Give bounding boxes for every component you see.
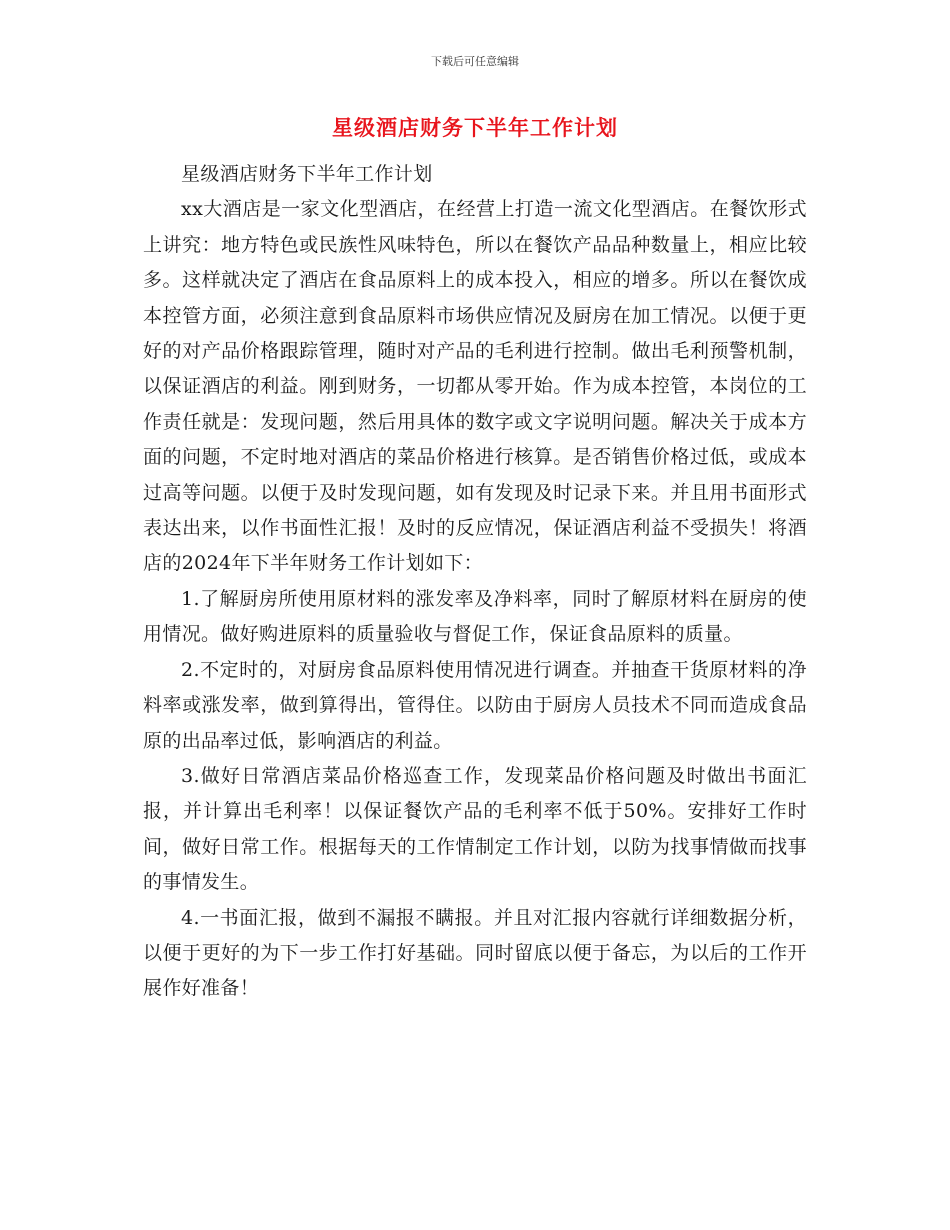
intro-paragraph: xx大酒店是一家文化型酒店，在经营上打造一流文化型酒店。在餐饮形式上讲究：地方特色或民族性风味特色，所以在餐饮产品品种数量上，相应比较多。这样就决定了酒店在食品原料上的成本投入，相应的增多。所以在餐饮成本控管方面，必须注意到食品原料市场供应情况及厨房在加工情况。以便于更好的对产品价格跟踪管理，随时对产品的毛利进行控制。做出毛利预警机制，以保证酒店的利益。刚到财务，一切都从零开始。作为成本控管，本岗位的工作责任就是：发现问题，然后用具体的数字或文字说明问题。解决关于成本方面的问题，不定时地对酒店的菜品价格进行核算。是否销售价格过低，或成本过高等问题。以便于及时发现问题，如有发现及时记录下来。并且用书面形式表达出来，以作书面性汇报！及时的反应情况，保证酒店利益不受损失！将酒店的2024年下半年财务工作计划如下： <box>143 198 807 575</box>
plan-item-1: 1.了解厨房所使用原材料的涨发率及净料率，同时了解原材料在厨房的使用情况。做好购进原料的质量验收与督促工作，保证食品原料的质量。 <box>143 587 807 646</box>
plan-item-3: 3.做好日常酒店菜品价格巡查工作，发现菜品价格问题及时做出书面汇报，并计算出毛利率！以保证餐饮产品的毛利率不低于50%。安排好工作时间，做好日常工作。根据每天的工作情制定工作计划，以防为找事情做而找事的事情发生。 <box>143 764 807 894</box>
header-note: 下载后可任意编辑 <box>431 55 519 68</box>
document-title: 星级酒店财务下半年工作计划 <box>332 115 618 140</box>
document-body <box>143 157 807 1007</box>
plan-item-4: 4.一书面汇报，做到不漏报不瞒报。并且对汇报内容就行详细数据分析，以便于更好的为下一步工作打好基础。同时留底以便于备忘，为以后的工作开展作好准备！ <box>143 906 807 1000</box>
plan-item-2: 2.不定时的，对厨房食品原料使用情况进行调查。并抽查干货原材料的净料率或涨发率，做到算得出，管得住。以防由于厨房人员技术不同而造成食品原的出品率过低，影响酒店的利益。 <box>143 658 807 752</box>
subtitle-paragraph: 星级酒店财务下半年工作计划 <box>181 163 433 185</box>
